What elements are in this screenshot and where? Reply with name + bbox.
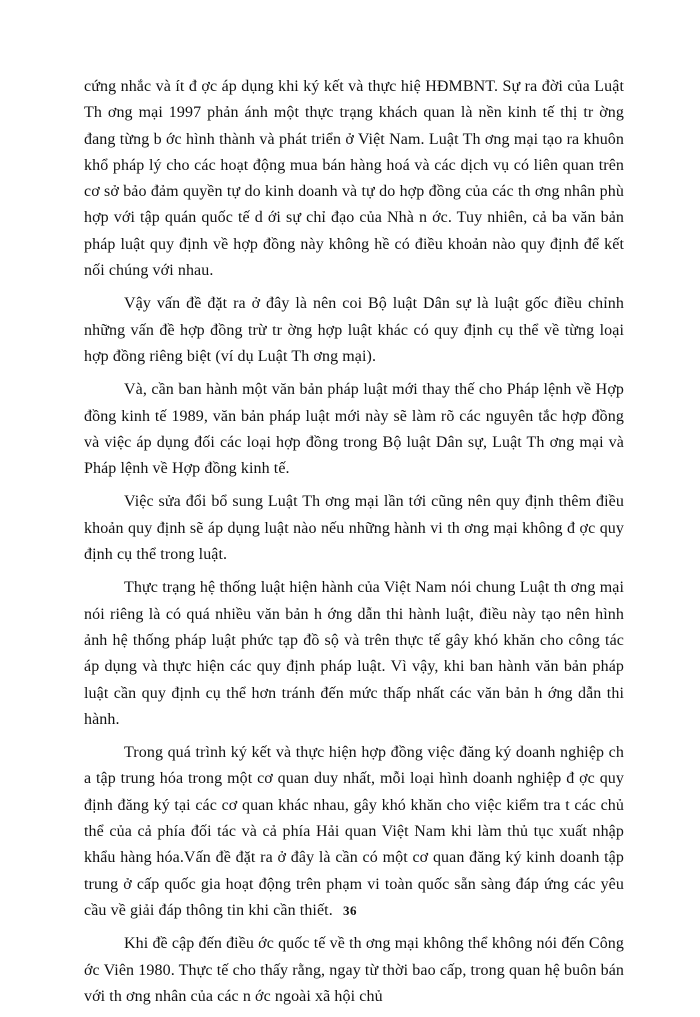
page-number: 36 bbox=[343, 903, 357, 918]
paragraph-3: Và, cần ban hành một văn bản pháp luật mới thay thế cho Pháp lệnh về Hợp đồng kinh tế 1989, văn bản pháp luật mới này sẽ làm rõ các nguyên tắc hợp đồng và việc áp dụng đối các loại hợp đồng trong Bộ luật Dân sự, Luật Th ơng mại và Pháp lệnh về Hợp đồng kinh tế. bbox=[84, 381, 624, 478]
paragraph-2: Vậy vấn đề đặt ra ở đây là nên coi Bộ luật Dân sự là luật gốc điều chỉnh những vấn đề hợp đồng trừ tr ờng hợp luật khác có quy định cụ thể về từng loại hợp đồng riêng biệt (ví dụ Luật Th ơng mại). bbox=[84, 295, 624, 365]
document-body bbox=[84, 74, 624, 1017]
paragraph-6: Trong quá trình ký kết và thực hiện hợp đồng việc đăng ký doanh nghiệp ch a tập trung hóa trong một cơ quan duy nhất, mỗi loại hình doanh nghiệp đ ợc quy định đăng ký tại các cơ quan khác nhau, gây khó khăn cho việc kiểm tra t các chủ thể của cả phía đối tác và cả phía Hải quan Việt Nam khi làm thủ tục xuất nhập khẩu hàng hóa.Vấn đề đặt ra ở đây là cần có một cơ quan đăng ký kinh doanh tập trung ở cấp quốc gia hoạt động trên phạm vi toàn quốc sẵn sàng đáp ứng các yêu cầu về giải đáp thông tin khi cần thiết. bbox=[84, 744, 624, 919]
paragraph-7: Khi đề cập đến điều ớc quốc tế về th ơng mại không thể không nói đến Công ớc Viên 1980. Thực tế cho thấy rằng, ngay từ thời bao cấp, trong quan hệ buôn bán với th ơng nhân của các n ớc ngoài xã hội chủ bbox=[84, 935, 624, 1005]
paragraph-4: Việc sửa đổi bổ sung Luật Th ơng mại lần tới cũng nên quy định thêm điều khoản quy định sẽ áp dụng luật nào nếu những hành vi th ơng mại không đ ợc quy định cụ thể trong luật. bbox=[84, 493, 624, 564]
paragraph-5: Thực trạng hệ thống luật hiện hành của Việt Nam nói chung Luật th ơng mại nói riêng là có quá nhiều văn bản h ớng dẫn thi hành luật, điều này tạo nên hình ảnh hệ thống pháp luật phức tạp đồ sộ và trên thực tế gây khó khăn cho công tác áp dụng và thực hiện các quy định pháp luật. Vì vậy, khi ban hành văn bản pháp luật cần quy định cụ thể hơn tránh đến mức thấp nhất các văn bản h ớng dẫn thi hành. bbox=[84, 579, 624, 728]
paragraph-1: cứng nhắc và ít đ ợc áp dụng khi ký kết và thực hiệ HĐMBNT. Sự ra đời của Luật Th ơng mại 1997 phản ánh một thực trạng khách quan là nền kinh tế thị tr ờng đang từng b ớc hình thành và phát triển ở Việt Nam. Luật Th ơng mại tạo ra khuôn khổ pháp lý cho các hoạt động mua bán hàng hoá và các dịch vụ có liên quan trên cơ sở bảo đảm quyền tự do kinh doanh và tự do hợp đồng của các th ơng nhân phù hợp với tập quán quốc tế d ới sự chỉ đạo của Nhà n ớc. Tuy nhiên, cả ba văn bản pháp luật quy định về hợp đồng này không hề có điều khoản nào quy định để kết nối chúng với nhau. bbox=[84, 78, 624, 280]
